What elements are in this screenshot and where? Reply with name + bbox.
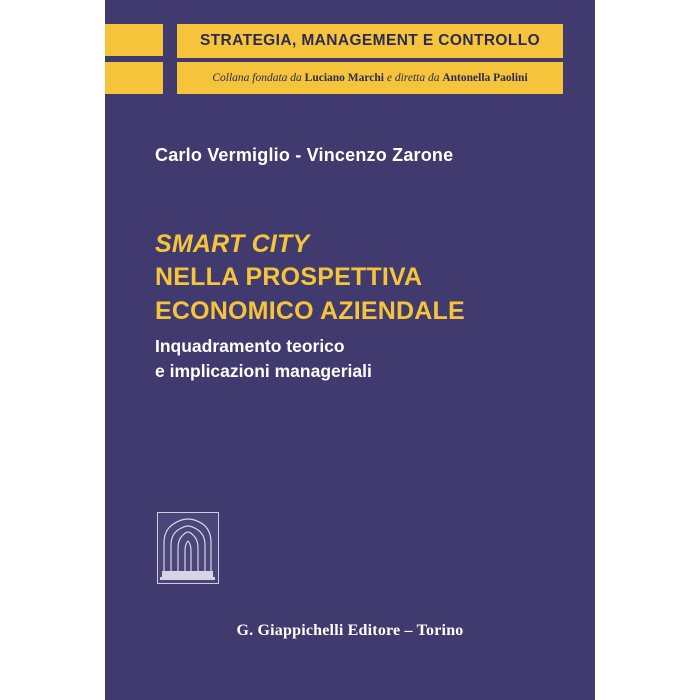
title-line-3: ECONOMICO AZIENDALE <box>155 296 465 325</box>
series-director: Antonella Paolini <box>442 72 528 84</box>
book-subtitle <box>155 334 575 384</box>
decorative-yellow-block-bottom <box>105 62 163 94</box>
series-subtitle-prefix: Collana fondata da <box>212 72 305 84</box>
series-subtitle-middle: e diretta da <box>384 72 443 84</box>
decorative-yellow-block-top <box>105 24 163 56</box>
title-line-1: SMART CITY <box>155 230 310 258</box>
book-authors: Carlo Vermiglio - Vincenzo Zarone <box>155 145 454 165</box>
giappichelli-publisher-logo <box>157 512 219 584</box>
book-title <box>155 228 575 328</box>
series-subtitle <box>212 72 527 84</box>
series-band <box>177 24 563 94</box>
publisher-name: G. Giappichelli Editore – Torino <box>236 622 464 639</box>
subtitle-line-2: e implicazioni manageriali <box>155 360 372 381</box>
series-title: STRATEGIA, MANAGEMENT E CONTROLLO <box>199 32 541 49</box>
series-founder: Luciano Marchi <box>304 72 384 84</box>
title-line-2: NELLA PROSPETTIVA <box>155 263 423 292</box>
series-subtitle-bar <box>177 62 563 94</box>
book-cover <box>105 0 595 700</box>
series-title-bar <box>177 24 563 58</box>
subtitle-line-1: Inquadramento teorico <box>155 336 345 356</box>
